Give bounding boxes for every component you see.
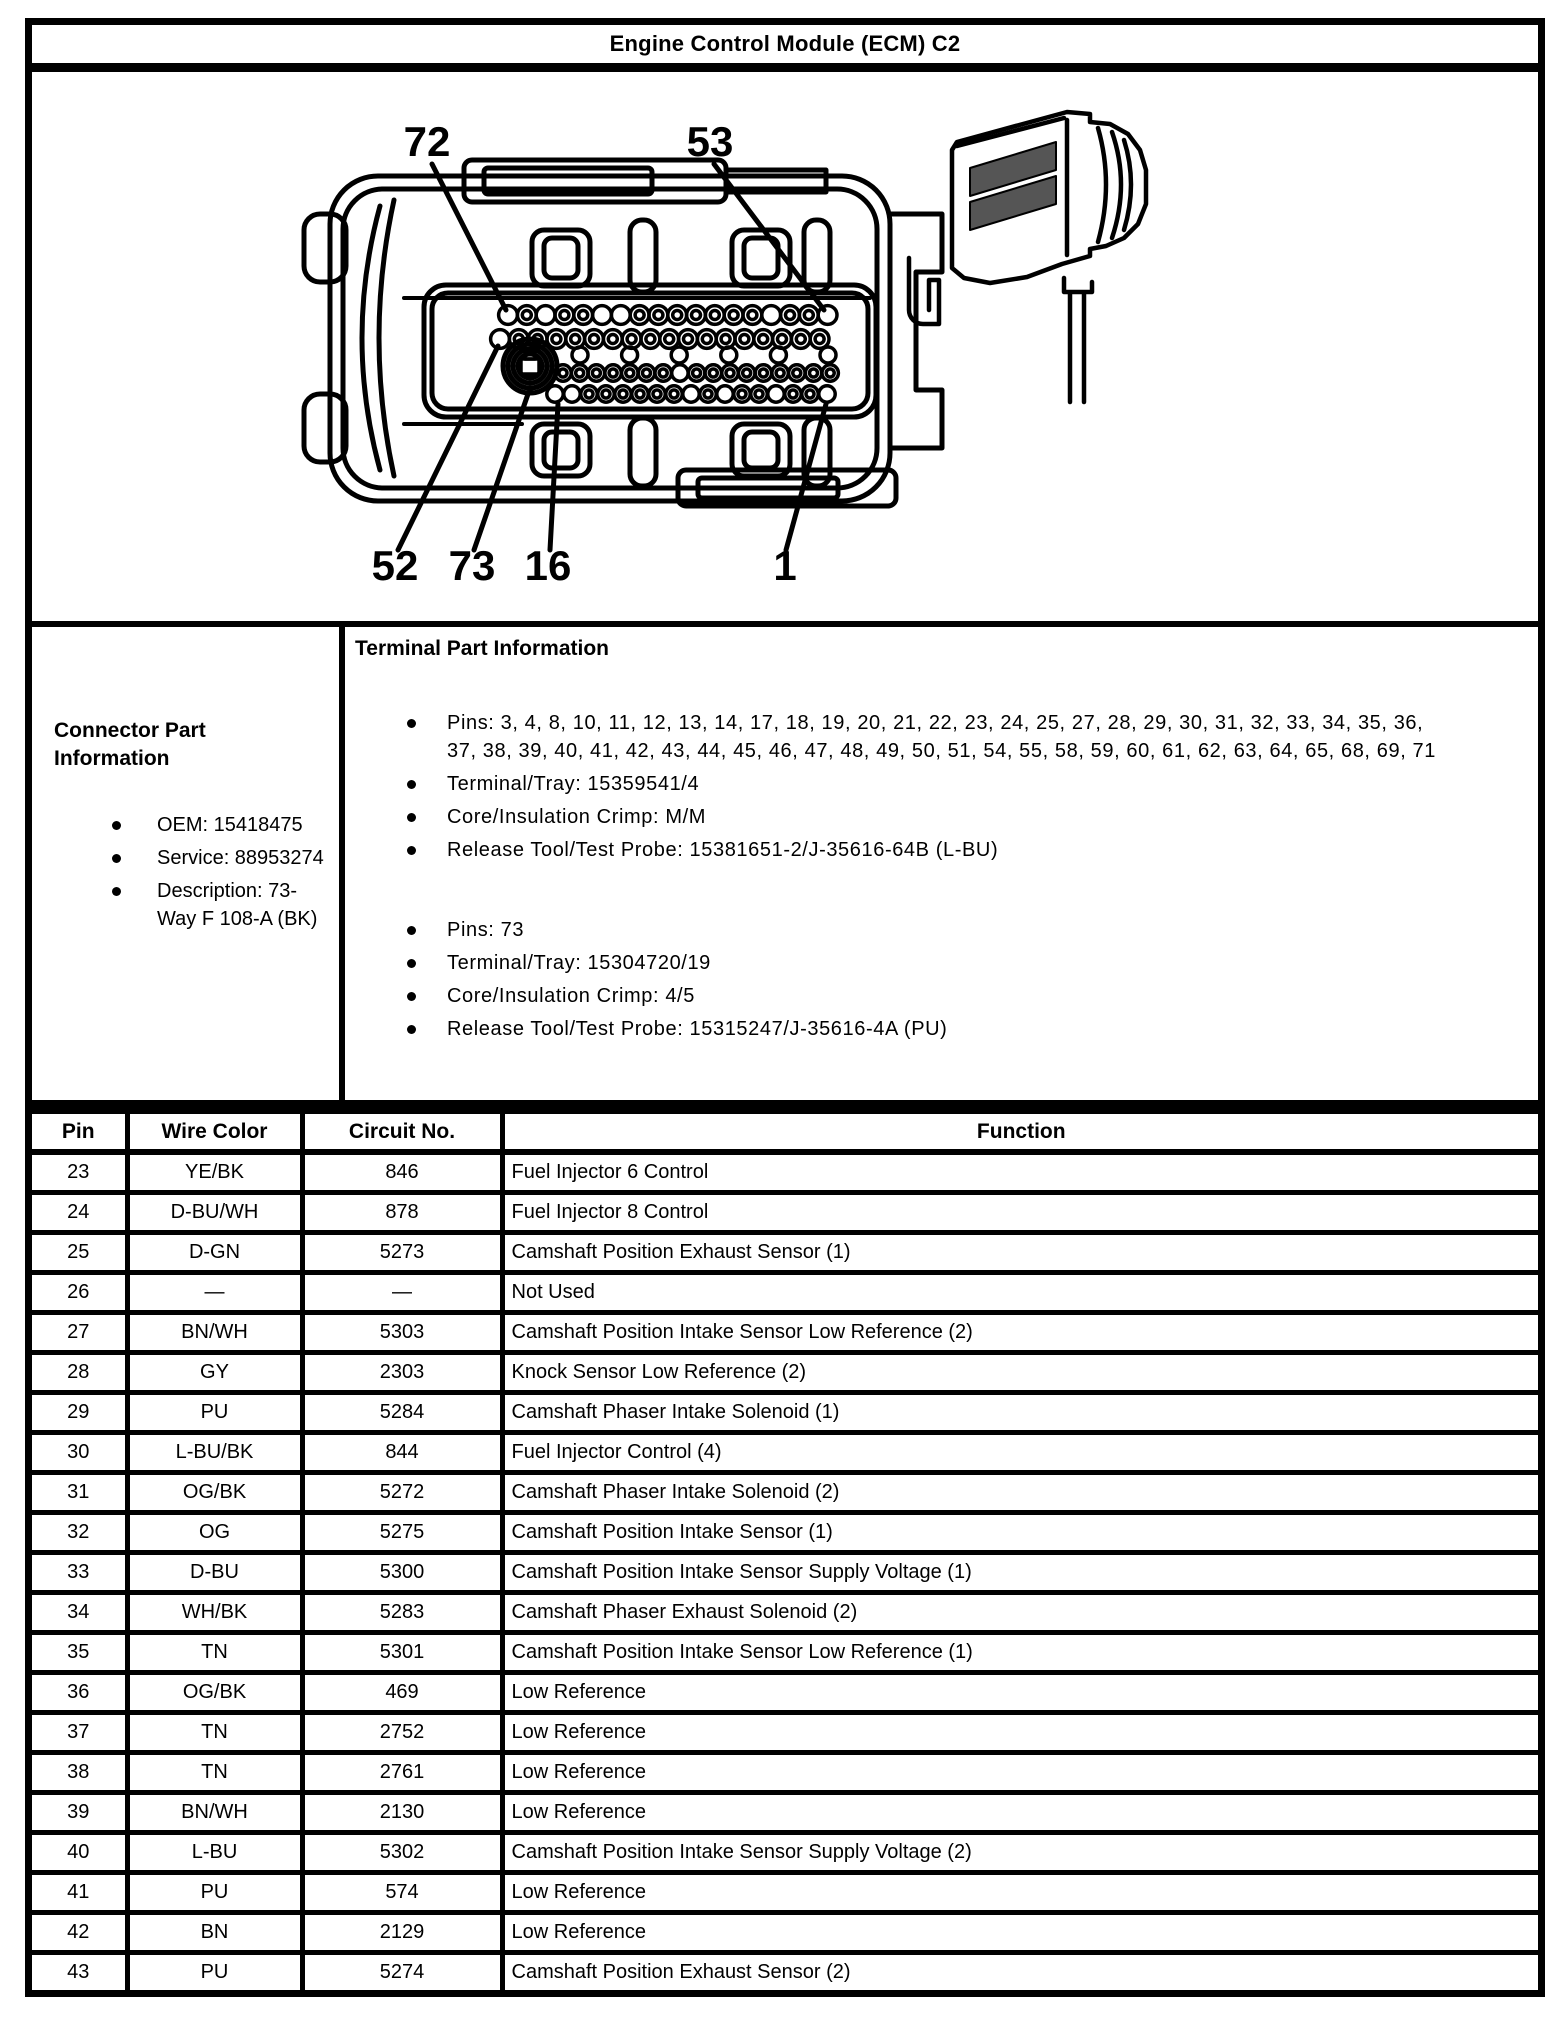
terminal-info-list-1 [407,709,1538,864]
function-cell: Camshaft Position Intake Sensor Supply Voltage (2) [502,1833,1538,1873]
wire-color-cell: PU [127,1953,302,1991]
circuit-no-cell: 2761 [302,1753,502,1793]
pin-table-header-row [32,1111,1538,1153]
circuit-no-cell: 844 [302,1433,502,1473]
function-cell: Low Reference [502,1753,1538,1793]
wire-color-cell: TN [127,1713,302,1753]
table-row [32,1433,1538,1473]
header-function: Function [502,1111,1538,1153]
circuit-no-cell: 5301 [302,1633,502,1673]
pin-cell: 28 [32,1353,127,1393]
function-cell: Low Reference [502,1713,1538,1753]
table-row [32,1353,1538,1393]
connector-3d-view [909,112,1146,402]
terminal-info-list-2 [407,916,1538,1043]
bullet-item: Pins: 73 [407,916,1437,944]
pin-cell: 30 [32,1433,127,1473]
table-row [32,1953,1538,1991]
table-row [32,1633,1538,1673]
bullet-item: Pins: 3, 4, 8, 10, 11, 12, 13, 14, 17, 18, 19, 20, 21, 22, 23, 24, 25, 27, 28, 29, 30, 31, 32, 33, 34, 35, 36, 37, 38, 39, 40, 41, 42, 43, 44, 45, 46, 47, 48, 49, 50, 51, 54, 55, 58, 59, 60, 61, 62, 63, 64, 65, 68, 69, 71 [407,709,1437,765]
terminal-info-heading: Terminal Part Information [355,637,609,660]
bullet-item: OEM: 15418475 [112,811,327,839]
terminal-row-top [499,306,837,325]
table-row [32,1553,1538,1593]
callout-label-16: 16 [524,542,572,589]
wire-color-cell: BN [127,1913,302,1953]
callout-leader-lines [398,164,826,550]
connector-diagram [32,72,1538,621]
circuit-no-cell: 5302 [302,1833,502,1873]
wire-color-cell: D-BU [127,1553,302,1593]
table-row [32,1233,1538,1273]
table-row [32,1793,1538,1833]
pin-cell: 40 [32,1833,127,1873]
circuit-no-cell: 5275 [302,1513,502,1553]
part-information-row [32,627,1538,1107]
function-cell: Low Reference [502,1873,1538,1913]
bullet-item: Release Tool/Test Probe: 15381651-2/J-35616-64B (L-BU) [407,836,1437,864]
wire-color-cell: WH/BK [127,1593,302,1633]
wire-color-cell: PU [127,1873,302,1913]
bullet-item: Core/Insulation Crimp: 4/5 [407,982,1437,1010]
circuit-no-cell: 5300 [302,1553,502,1593]
function-cell: Fuel Injector 6 Control [502,1152,1538,1193]
pin-cell: 36 [32,1673,127,1713]
circuit-no-cell: 5284 [302,1393,502,1433]
wire-color-cell: L-BU/BK [127,1433,302,1473]
function-cell: Camshaft Position Exhaust Sensor (2) [502,1953,1538,1991]
pin-cell: 34 [32,1593,127,1633]
table-row [32,1673,1538,1713]
pin-cell: 24 [32,1193,127,1233]
circuit-no-cell: 574 [302,1873,502,1913]
circuit-no-cell: 878 [302,1193,502,1233]
table-row [32,1152,1538,1193]
function-cell: Camshaft Phaser Intake Solenoid (1) [502,1393,1538,1433]
connector-info-heading: Connector Part Information [54,719,206,770]
function-cell: Camshaft Position Intake Sensor (1) [502,1513,1538,1553]
pin-cell: 27 [32,1313,127,1353]
function-cell: Fuel Injector 8 Control [502,1193,1538,1233]
table-row [32,1193,1538,1233]
bullet-item: Terminal/Tray: 15304720/19 [407,949,1437,977]
pin-cell: 26 [32,1273,127,1313]
function-cell: Low Reference [502,1913,1538,1953]
wire-color-cell: D-BU/WH [127,1193,302,1233]
circuit-no-cell: 469 [302,1673,502,1713]
table-row [32,1913,1538,1953]
circuit-no-cell: 2129 [302,1913,502,1953]
wire-color-cell: OG [127,1513,302,1553]
circuit-no-cell: — [302,1273,502,1313]
pin-cell: 39 [32,1793,127,1833]
terminal-part-information [345,627,1538,1100]
circuit-no-cell: 846 [302,1152,502,1193]
pin-cell: 42 [32,1913,127,1953]
header-wire-color: Wire Color [127,1111,302,1153]
function-cell: Knock Sensor Low Reference (2) [502,1353,1538,1393]
table-row [32,1593,1538,1633]
circuit-no-cell: 5274 [302,1953,502,1991]
wire-color-cell: TN [127,1633,302,1673]
circuit-no-cell: 2303 [302,1353,502,1393]
pin-cell: 43 [32,1953,127,1991]
pin-cell: 31 [32,1473,127,1513]
wire-color-cell: L-BU [127,1833,302,1873]
circuit-no-cell: 2130 [302,1793,502,1833]
function-cell: Camshaft Phaser Intake Solenoid (2) [502,1473,1538,1513]
bullet-item: Core/Insulation Crimp: M/M [407,803,1437,831]
circuit-no-cell: 5273 [302,1233,502,1273]
pin-cell: 32 [32,1513,127,1553]
pin-cell: 33 [32,1553,127,1593]
wire-color-cell: TN [127,1753,302,1793]
connector-part-information [32,627,345,1100]
terminal-row-bottom2 [547,386,835,402]
table-row [32,1833,1538,1873]
pin-cell: 25 [32,1233,127,1273]
callout-label-72: 72 [403,118,451,165]
function-cell: Low Reference [502,1793,1538,1833]
table-row [32,1473,1538,1513]
function-cell: Not Used [502,1273,1538,1313]
bullet-item: Release Tool/Test Probe: 15315247/J-35616-4A (PU) [407,1015,1437,1043]
wire-color-cell: YE/BK [127,1152,302,1193]
callout-label-53: 53 [686,118,734,165]
header-circuit-no: Circuit No. [302,1111,502,1153]
page-title: Engine Control Module (ECM) C2 [32,25,1538,72]
callout-label-1: 1 [773,542,797,589]
connector-diagram-cell [32,72,1538,627]
table-row [32,1313,1538,1353]
table-row [32,1393,1538,1433]
pin-table [32,1107,1538,1990]
function-cell: Low Reference [502,1673,1538,1713]
circuit-no-cell: 5283 [302,1593,502,1633]
table-row [32,1753,1538,1793]
circuit-no-cell: 5272 [302,1473,502,1513]
wire-color-cell: — [127,1273,302,1313]
pin-cell: 38 [32,1753,127,1793]
connector-info-list [112,811,339,933]
function-cell: Camshaft Position Intake Sensor Low Reference (1) [502,1633,1538,1673]
table-row [32,1713,1538,1753]
table-row [32,1513,1538,1553]
wire-color-cell: D-GN [127,1233,302,1273]
pin-cell: 41 [32,1873,127,1913]
function-cell: Camshaft Position Intake Sensor Supply Voltage (1) [502,1553,1538,1593]
function-cell: Fuel Injector Control (4) [502,1433,1538,1473]
table-row [32,1873,1538,1913]
function-cell: Camshaft Position Intake Sensor Low Reference (2) [502,1313,1538,1353]
bullet-item: Service: 88953274 [112,844,327,872]
bullet-item: Terminal/Tray: 15359541/4 [407,770,1437,798]
function-cell: Camshaft Position Exhaust Sensor (1) [502,1233,1538,1273]
terminal-row-bottom [555,365,839,381]
wire-color-cell: GY [127,1353,302,1393]
wire-color-cell: OG/BK [127,1673,302,1713]
callout-label-73: 73 [448,542,496,589]
circuit-no-cell: 5303 [302,1313,502,1353]
wire-color-cell: BN/WH [127,1313,302,1353]
header-pin: Pin [32,1111,127,1153]
callout-label-52: 52 [371,542,419,589]
pin-cell: 23 [32,1152,127,1193]
wire-color-cell: PU [127,1393,302,1433]
pin-cell: 37 [32,1713,127,1753]
function-cell: Camshaft Phaser Exhaust Solenoid (2) [502,1593,1538,1633]
document-page [25,18,1545,1997]
pin-cell: 35 [32,1633,127,1673]
bullet-item: Description: 73-Way F 108-A (BK) [112,877,327,933]
wire-color-cell: BN/WH [127,1793,302,1833]
pin-table-body [32,1152,1538,1990]
wire-color-cell: OG/BK [127,1473,302,1513]
pin-cell: 29 [32,1393,127,1433]
circuit-no-cell: 2752 [302,1713,502,1753]
table-row [32,1273,1538,1313]
